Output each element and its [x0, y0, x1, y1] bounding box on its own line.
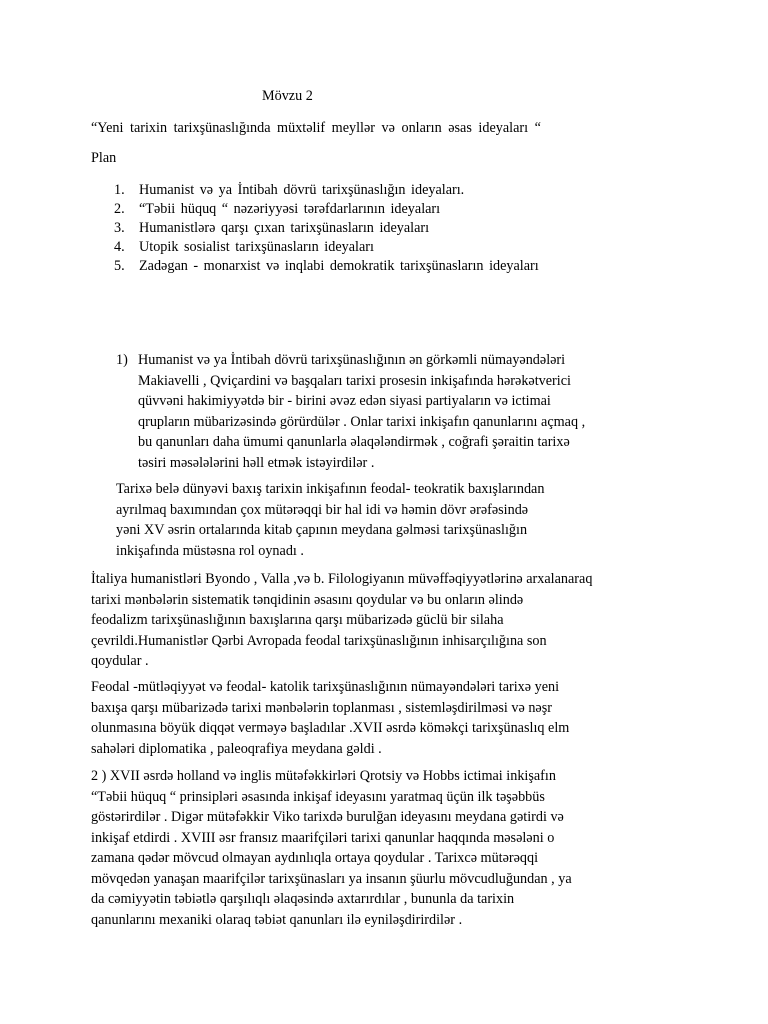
text-line: göstərirdilər . Digər mütəfəkkir Viko tarixdə burulğan ideyasını meydana gətirdi və [91, 809, 564, 825]
paragraph-4 [91, 677, 691, 759]
plan-item-text: “Təbii hüquq “ nəzəriyyəsi tərəfdarlarının ideyaları [139, 201, 441, 217]
text-line: “Təbii hüquq “ prinsipləri əsasında inkişaf ideyasını yaratmaq üçün ilk təşəbbüs [91, 788, 545, 805]
text-line: qrupların mübarizəsində görürdülər . Onlar tarixi inkişafın qanunlarını açmaq , [138, 413, 586, 430]
plan-item-text: Zadəgan - monarxist və inqlabi demokratik tarixşünasların ideyaları [139, 258, 539, 274]
text-line: olunmasına böyük diqqət verməyə başladılar .XVII əsrdə köməkçi tarixşünaslıq elm [91, 720, 570, 736]
plan-item-number: 1. [114, 182, 125, 198]
plan-item [114, 256, 539, 275]
plan-item-text: Utopik sosialist tarixşünasların ideyaları [139, 239, 374, 255]
text-line: təsiri məsələlərini həll etmək istəyirdilər . [138, 454, 375, 471]
text-line: tarixi mənbələrin sistematik tənqidinin əsasını qoydular və bu onların əlində [91, 591, 524, 608]
plan-item [114, 180, 539, 199]
paragraph-3 [91, 569, 691, 672]
text-line: Feodal -mütləqiyyət və feodal- katolik tarixşünaslığının nümayəndələri tarixə yeni [91, 679, 560, 695]
text-line: Makiavelli , Qviçardini və başqaları tarixi prosesin inkişafında hərəkətverici [138, 372, 571, 389]
text-line: Tarixə belə dünyəvi baxış tarixin inkişafının feodal- teokratik baxışlarından [116, 481, 545, 497]
paragraph-2 [116, 479, 656, 561]
topic-heading: Mövzu 2 [262, 88, 313, 104]
text-line: bu qanunları daha ümumi qanunlarla əlaqələndirmək , coğrafi şəraitin tarixə [138, 434, 570, 450]
text-line: qüvvəni hakimiyyətdə bir - birini əvəz edən siyasi partiyaların və ictimai [138, 393, 551, 409]
text-line: çevrildi.Humanistlər Qərbi Avropada feodal tarixşünaslığının inhisarçılığına son [91, 632, 547, 649]
plan-list [114, 180, 539, 275]
section-1-body [138, 350, 676, 473]
text-line: mövqedən yanaşan maarifçilər tarixşünasları ya insanın şüurlu mövcudluğundan , ya [91, 870, 572, 887]
plan-item [114, 237, 539, 256]
text-line: baxışa qarşı mübarizədə tarixi mənbələrin toplanması , sistemləşdirilməsi və nəşr [91, 699, 552, 716]
text-line: zamana qədər mövcud olmayan aydınlıqla ortaya qoydular . Tarixcə mütərəqqi [91, 850, 539, 866]
text-line: feodalizm tarixşünaslığının baxışlarına qarşı mübarizədə güclü bir silaha [91, 612, 504, 628]
section-number: 1) [116, 352, 128, 368]
text-line: İtaliya humanistləri Byondo , Valla ,və b. Filologiyanın müvəffəqiyyətlərinə arxalanaraq [91, 571, 593, 587]
plan-item-text: Humanistlərə qarşı çıxan tarixşünasların ideyaları [139, 220, 430, 236]
text-line: 2 ) XVII əsrdə holland və inglis mütəfəkkirləri Qrotsiy və Hobbs ictimai inkişafın [91, 768, 556, 784]
plan-item-text: Humanist və ya İntibah dövrü tarixşünaslığın ideyaları. [139, 182, 465, 198]
text-line: inkişafında müstəsna rol oynadı . [116, 542, 304, 559]
plan-item [114, 199, 539, 218]
text-line: qoydular . [91, 653, 149, 669]
plan-item-number: 5. [114, 258, 125, 274]
plan-item [114, 218, 539, 237]
text-line: qanunlarını mexaniki olaraq təbiət qanunları ilə eyniləşdirirdilər . [91, 911, 463, 928]
plan-item-number: 2. [114, 201, 125, 217]
paragraph-5 [91, 766, 691, 930]
text-line: inkişaf etdirdi . XVIII əsr fransız maarifçiləri tarixi qanunlar haqqında məsələni o [91, 829, 555, 846]
plan-item-number: 3. [114, 220, 125, 236]
section-1 [116, 350, 676, 473]
text-line: yəni XV əsrin ortalarında kitab çapının meydana gəlməsi tarixşünaslığın [116, 522, 528, 538]
text-line: ayrılmaq baxımından çox mütərəqqi bir hal idi və həmin dövr ərəfəsində [116, 501, 529, 518]
document-title: “Yeni tarixin tarixşünaslığında müxtəlif meyllər və onların əsas ideyaları “ [91, 120, 541, 136]
plan-item-number: 4. [114, 239, 125, 255]
plan-label: Plan [91, 150, 117, 166]
text-line: sahələri diplomatika , paleoqrafiya meydana gəldi . [91, 740, 382, 757]
text-line: Humanist və ya İntibah dövrü tarixşünaslığının ən görkəmli nümayəndələri [138, 352, 566, 368]
text-line: da cəmiyyətin təbiətlə qarşılıqlı əlaqəsində axtarırdılar , bununla da tarixin [91, 891, 515, 907]
